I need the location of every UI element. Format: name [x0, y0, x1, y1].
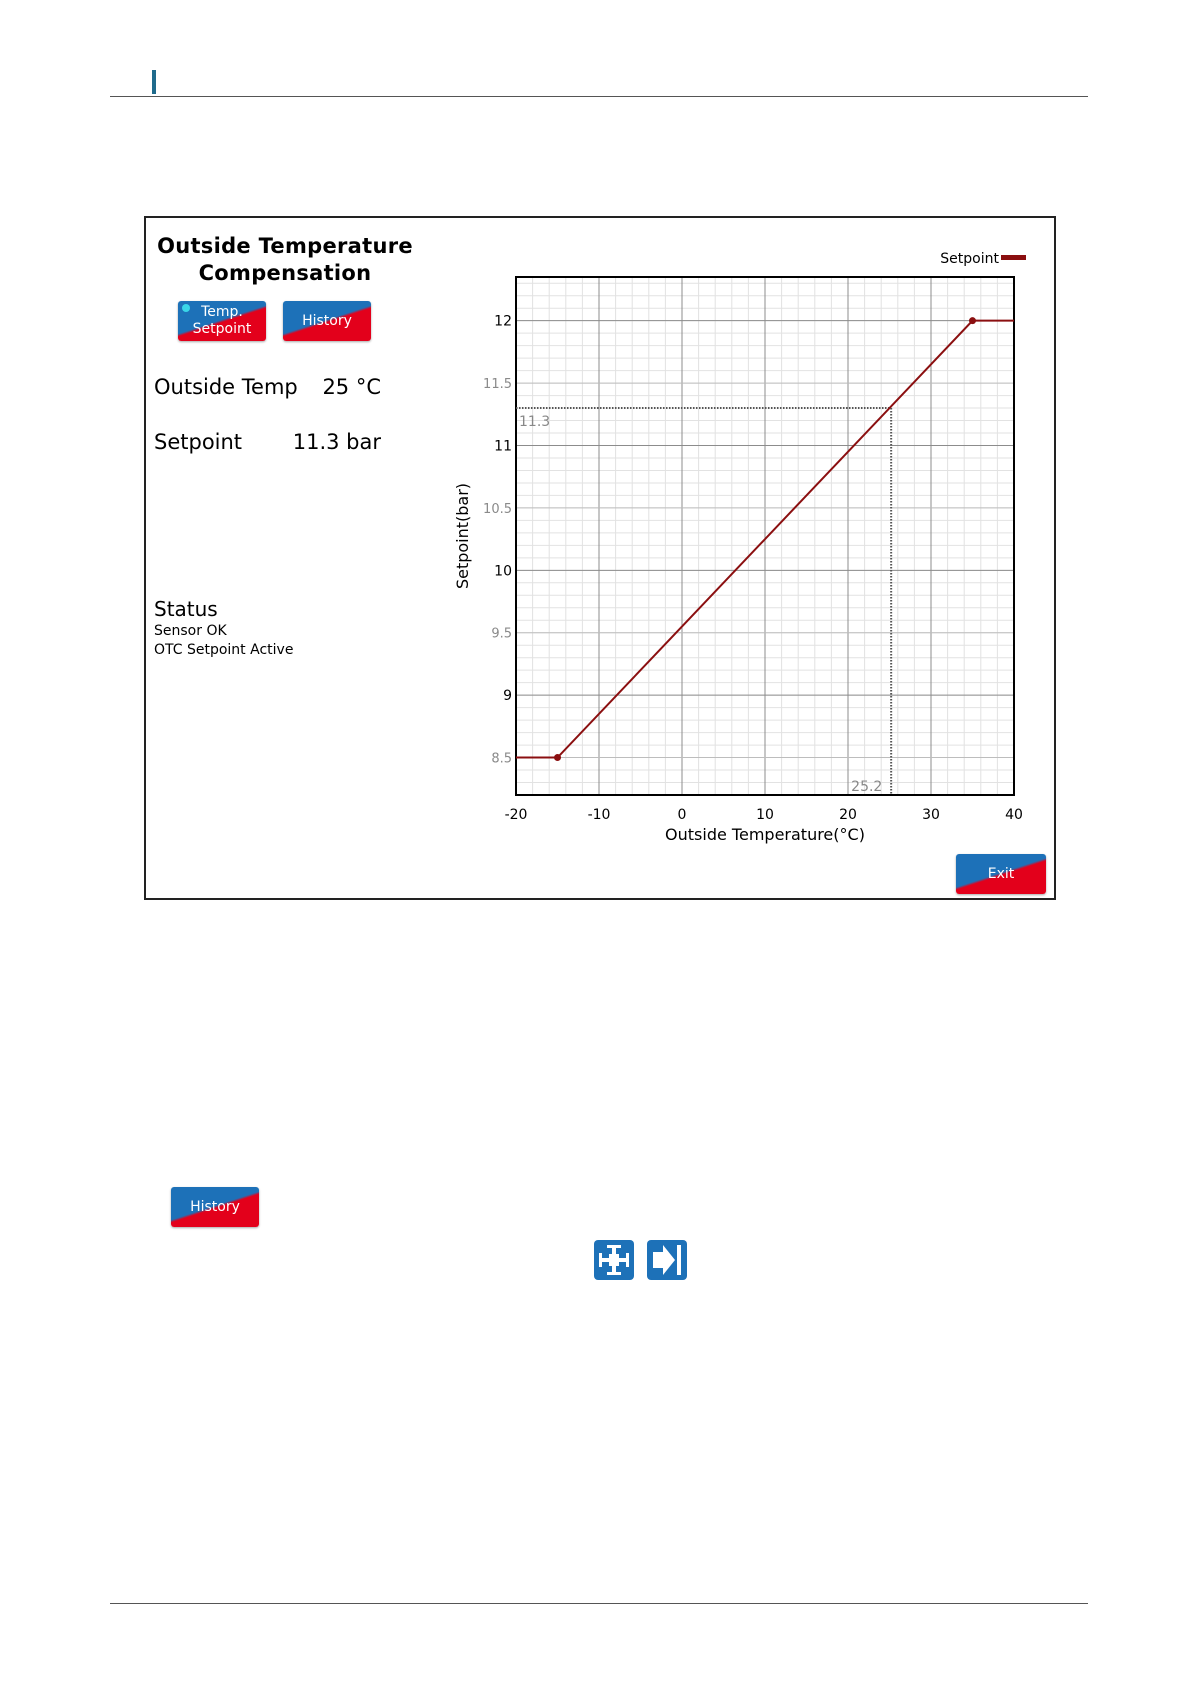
x-axis-label: Outside Temperature(°C) — [665, 825, 865, 844]
status-line-sensor: Sensor OK — [154, 623, 227, 639]
setpoint-label: Setpoint — [154, 430, 243, 454]
x-tick-label: 40 — [1005, 807, 1023, 823]
x-tick-label: -10 — [587, 807, 611, 823]
status-line-otc: OTC Setpoint Active — [154, 642, 294, 658]
history-tab-button-label: History — [302, 312, 352, 329]
series-point — [969, 317, 976, 324]
y-tick-label-minor: 9.5 — [491, 626, 512, 642]
marker-x-label: 25.2 — [851, 779, 883, 795]
status-heading: Status — [154, 597, 218, 621]
y-tick-label-minor: 11.5 — [483, 377, 512, 393]
series-point — [554, 754, 561, 761]
y-tick-label-minor: 8.5 — [491, 751, 512, 767]
x-tick-label: -20 — [504, 807, 528, 823]
title-line-2: Compensation — [198, 261, 372, 285]
y-tick-label: 9 — [503, 688, 512, 705]
setpoint-value: 11.3 bar — [292, 430, 381, 454]
legend-swatch — [1001, 255, 1026, 260]
history-button[interactable] — [171, 1187, 259, 1227]
header-accent-bar — [152, 70, 156, 94]
header-divider — [110, 96, 1088, 97]
y-tick-label: 11 — [494, 438, 512, 455]
legend-label: Setpoint — [940, 251, 999, 267]
x-tick-label: 10 — [756, 807, 774, 823]
y-axis-label: Setpoint(bar) — [453, 482, 472, 590]
title-line-1: Outside Temperature — [157, 234, 413, 258]
y-tick-label: 12 — [494, 313, 512, 330]
setpoint-chart — [146, 218, 1054, 898]
history-button-label: History — [190, 1198, 240, 1215]
marker-y-label: 11.3 — [519, 414, 551, 431]
x-tick-label: 20 — [839, 807, 857, 823]
outside-temp-label: Outside Temp — [154, 375, 298, 399]
y-tick-label-minor: 10.5 — [483, 501, 512, 517]
otc-screen — [144, 216, 1056, 900]
move-icon — [594, 1240, 634, 1280]
exit-arrow-icon — [647, 1240, 687, 1280]
y-tick-label: 10 — [494, 563, 512, 580]
temp-setpoint-button-label: Temp. Setpoint — [192, 304, 252, 337]
x-tick-label: 30 — [922, 807, 940, 823]
x-tick-label: 0 — [677, 807, 687, 823]
outside-temp-value: 25 °C — [322, 375, 381, 399]
exit-button-label: Exit — [987, 865, 1015, 882]
footer-divider — [110, 1603, 1088, 1604]
exit-button[interactable] — [956, 854, 1046, 894]
